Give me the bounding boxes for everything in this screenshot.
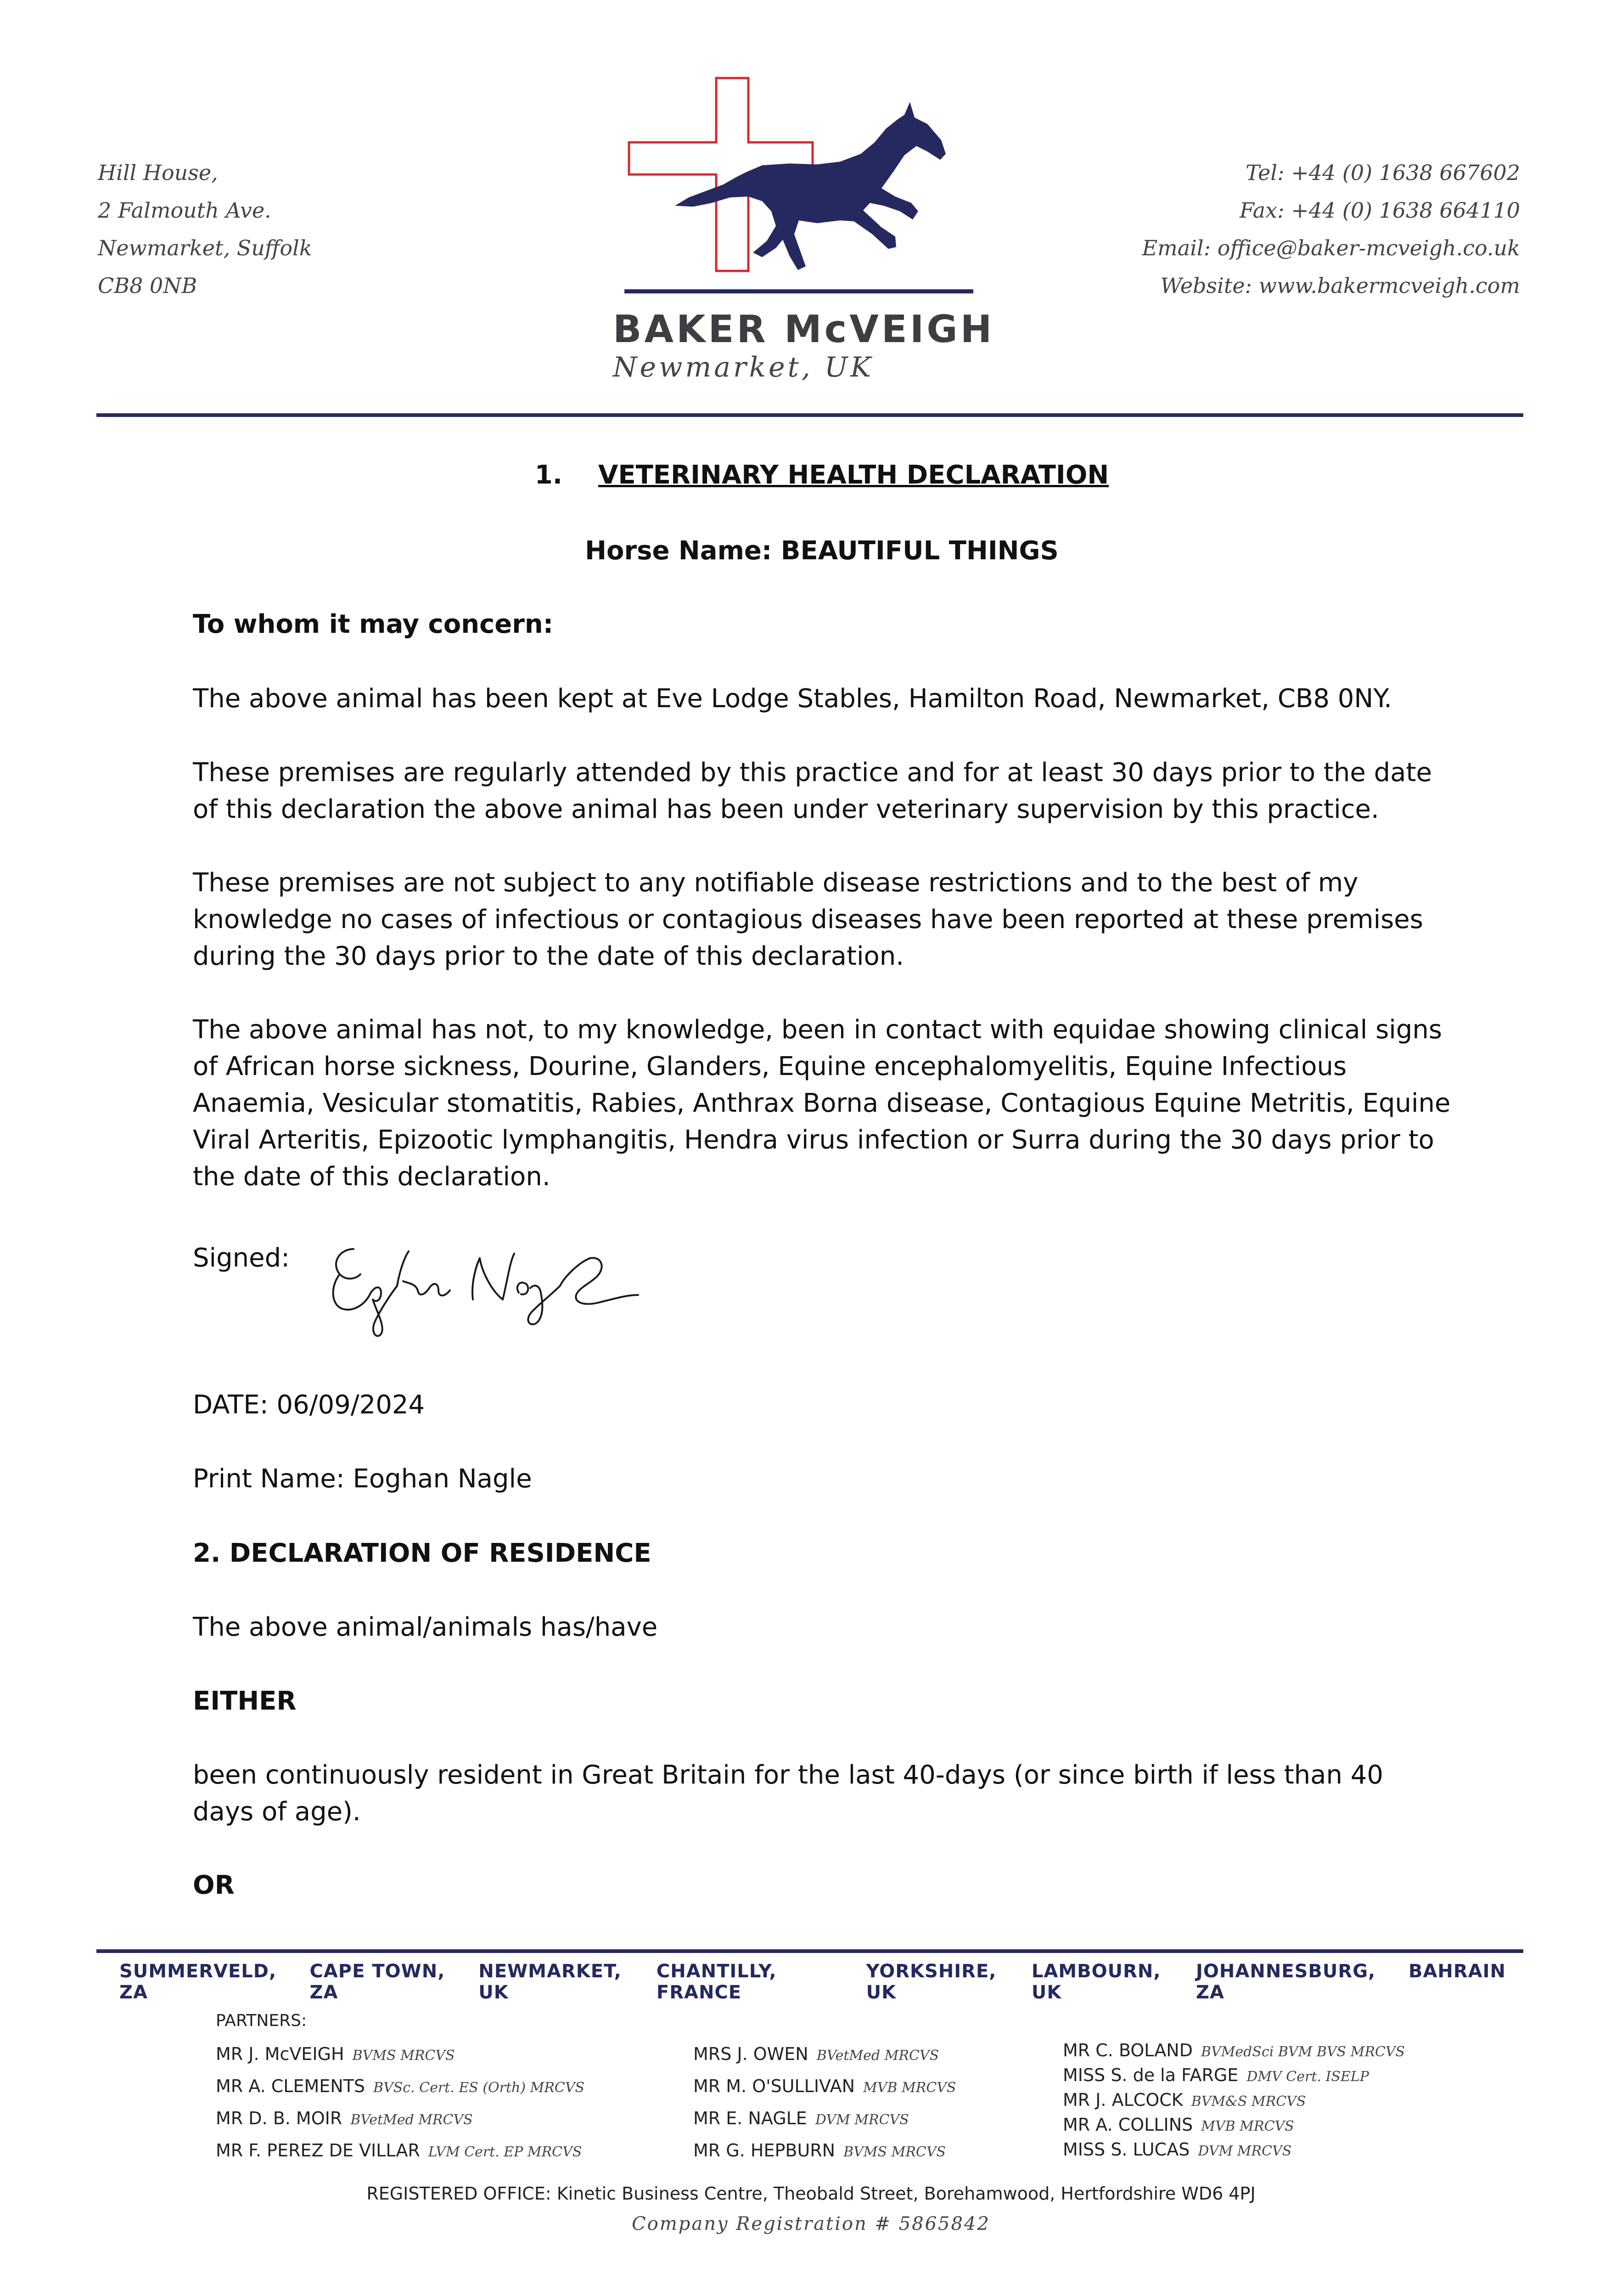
- partner-quals: MVB MRCVS: [863, 2080, 956, 2096]
- company-registration: Company Registration # 5865842: [632, 2213, 990, 2234]
- partner-entry: [693, 2103, 956, 2135]
- partner-entry: [1063, 2039, 1405, 2064]
- partner-quals: DVM MRCVS: [1198, 2143, 1292, 2159]
- partner-quals: BVMS MRCVS: [843, 2144, 946, 2160]
- email-address: Email: office@baker-mcveigh.co.uk: [1142, 236, 1520, 260]
- partner-quals: BVetMed MRCVS: [350, 2112, 473, 2128]
- partner-quals: MVB MRCVS: [1201, 2118, 1294, 2134]
- partner-name: MISS S. de la FARGE: [1063, 2065, 1239, 2085]
- partner-name: MR D. B. MOIR: [216, 2108, 342, 2128]
- partner-entry: [216, 2071, 584, 2103]
- partner-entry: [693, 2039, 956, 2071]
- brand-name: BAKER McVEIGH: [613, 308, 995, 351]
- location-item: JOHANNESBURG, ZA: [1196, 1961, 1376, 2003]
- partner-name: MR J. McVEIGH: [216, 2044, 344, 2064]
- address-line: 2 Falmouth Ave.: [98, 198, 271, 223]
- signed-label: Signed:: [193, 1243, 290, 1273]
- paragraph-restrictions: These premises are not subject to any notifiable disease restrictions and to the best of my knowledge no cases of infectious or contagious diseases have been reported at these premises during the 30 days prior to the date of this declaration.: [193, 868, 1423, 971]
- location-item: CAPE TOWN, ZA: [309, 1961, 445, 2003]
- partner-quals: DVM MRCVS: [815, 2112, 909, 2128]
- practice-address: [98, 154, 312, 304]
- partner-entry: [1063, 2088, 1405, 2113]
- partner-entry: [693, 2135, 956, 2167]
- partner-quals: DMV Cert. ISELP: [1246, 2069, 1369, 2085]
- registered-office: REGISTERED OFFICE: Kinetic Business Centre, Theobald Street, Borehamwood, Hertfordshire WD6 4PJ: [366, 2183, 1256, 2204]
- partners-column-3: [1063, 2039, 1405, 2163]
- phone-number: Tel: +44 (0) 1638 667602: [1246, 160, 1520, 185]
- partner-quals: LVM Cert. EP MRCVS: [428, 2144, 582, 2160]
- partner-name: MRS J. OWEN: [693, 2044, 808, 2064]
- partner-name: MR J. ALCOCK: [1063, 2090, 1183, 2110]
- footer-divider: [96, 1949, 1523, 1953]
- header-divider: [96, 413, 1523, 417]
- section1-title: VETERINARY HEALTH DECLARATION: [598, 460, 1109, 490]
- partner-name: MR M. O'SULLIVAN: [693, 2076, 855, 2096]
- partner-entry: [216, 2135, 584, 2167]
- partner-name: MISS S. LUCAS: [1063, 2139, 1190, 2160]
- location-item: YORKSHIRE, UK: [866, 1961, 997, 2003]
- partner-name: MR E. NAGLE: [693, 2108, 807, 2128]
- partner-name: MR A. COLLINS: [1063, 2115, 1193, 2135]
- partners-label: PARTNERS:: [216, 2011, 307, 2030]
- location-item: LAMBOURN, UK: [1031, 1961, 1161, 2003]
- partner-quals: BVM&S MRCVS: [1191, 2093, 1306, 2110]
- residence-option: been continuously resident in Great Britain for the last 40-days (or since birth if less than 40 days of age).: [193, 1760, 1384, 1827]
- partner-entry: [693, 2071, 956, 2103]
- partner-name: MR A. CLEMENTS: [216, 2076, 365, 2096]
- signature-icon: [321, 1231, 652, 1341]
- address-line: CB8 0NB: [98, 273, 197, 298]
- location-item: CHANTILLY, FRANCE: [656, 1961, 777, 2003]
- fax-number: Fax: +44 (0) 1638 664110: [1239, 198, 1520, 223]
- partner-quals: BVSc. Cert. ES (Orth) MRCVS: [373, 2080, 585, 2096]
- print-name: Print Name: Eoghan Nagle: [193, 1464, 532, 1494]
- partner-quals: BVMS MRCVS: [352, 2048, 455, 2064]
- declaration-date: DATE: 06/09/2024: [193, 1390, 425, 1420]
- partner-entry: [1063, 2138, 1405, 2163]
- address-line: Newmarket, Suffolk: [98, 236, 312, 260]
- partner-entry: [216, 2039, 584, 2071]
- salutation: To whom it may concern:: [193, 609, 554, 639]
- partner-quals: BVetMed MRCVS: [816, 2048, 939, 2064]
- address-line: Hill House,: [98, 160, 218, 185]
- horse-name: Horse Name: BEAUTIFUL THINGS: [585, 536, 1059, 566]
- location-item: SUMMERVELD, ZA: [119, 1961, 277, 2003]
- partner-quals: BVMedSci BVM BVS MRCVS: [1201, 2044, 1405, 2060]
- website-address: Website: www.bakermcveigh.com: [1160, 273, 1520, 298]
- location-item: BAHRAIN: [1408, 1961, 1506, 1982]
- horse-cross-logo-icon: [624, 73, 973, 312]
- paragraph-contact: The above animal has not, to my knowledge, been in contact with equidae showing clinical signs of African horse sickness, Dourine, Glanders, Equine encephalomyelitis, Equine Infectious Anaemia, Vesicular stomatitis, Rabies, Anthrax Borna disease, Contagious Equine Metritis, Equine Viral Arteritis, Epizootic lymphangitis, Hendra virus infection or Surra during the 30 days prior to the date of this declaration.: [193, 1015, 1451, 1192]
- partner-entry: [1063, 2064, 1405, 2088]
- section1-heading: [193, 457, 1451, 494]
- partner-name: MR F. PEREZ DE VILLAR: [216, 2140, 420, 2161]
- office-locations: [119, 1961, 1506, 2003]
- either-label: EITHER: [193, 1686, 297, 1716]
- partners-column-2: [693, 2039, 956, 2167]
- section2-intro: The above animal/animals has/have: [193, 1612, 658, 1642]
- paragraph-premises: The above animal has been kept at Eve Lodge Stables, Hamilton Road, Newmarket, CB8 0NY.: [193, 684, 1392, 714]
- partner-name: MR C. BOLAND: [1063, 2040, 1193, 2060]
- partners-column-1: [216, 2039, 584, 2167]
- partner-name: MR G. HEPBURN: [693, 2140, 836, 2161]
- location-item: NEWMARKET, UK: [478, 1961, 622, 2003]
- partner-entry: [216, 2103, 584, 2135]
- brand-location: Newmarket, UK: [613, 351, 874, 383]
- section2-title: 2. DECLARATION OF RESIDENCE: [193, 1538, 651, 1568]
- contact-details: [1142, 154, 1520, 304]
- paragraph-supervision: These premises are regularly attended by this practice and for at least 30 days prior to the date of this declaration the above animal has been under veterinary supervision by this practice.: [193, 758, 1432, 824]
- section1-number: 1.: [534, 460, 563, 490]
- or-label: OR: [193, 1870, 235, 1900]
- partner-entry: [1063, 2113, 1405, 2138]
